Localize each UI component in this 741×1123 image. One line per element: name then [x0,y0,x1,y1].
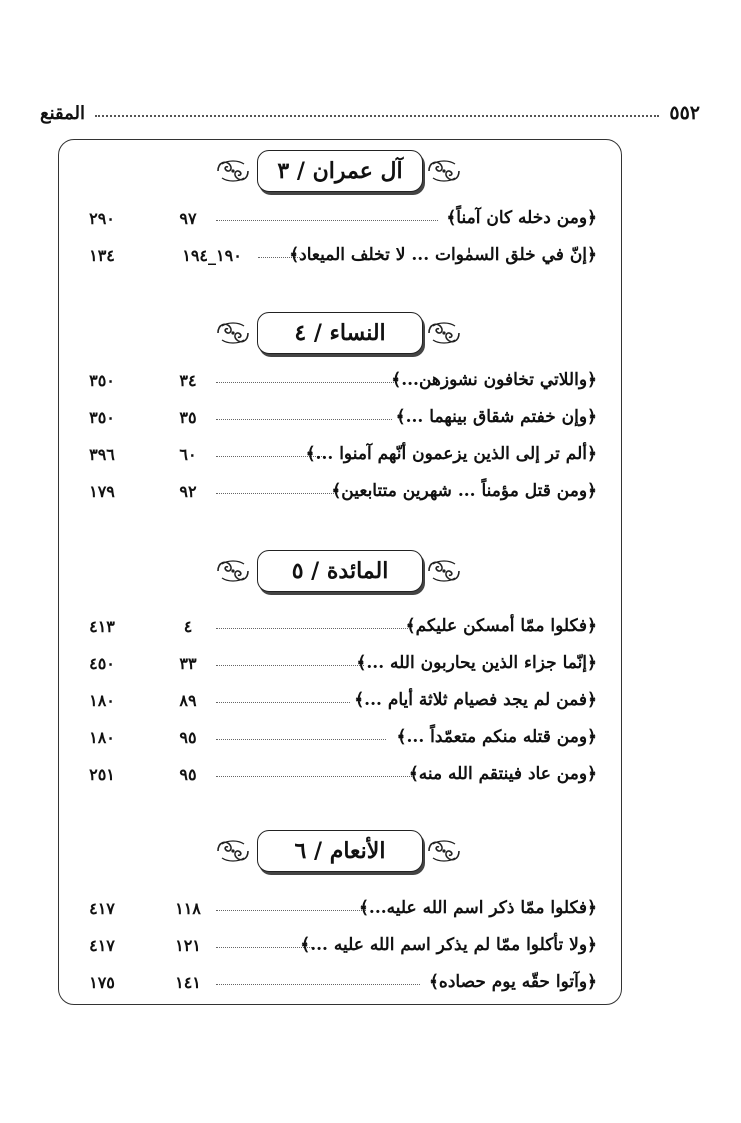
leader-dots [216,665,364,666]
index-entry [0,927,741,964]
index-entry [0,756,741,793]
ornament-icon [425,556,463,586]
verse-text: ﴿ومن دخله كان آمناً﴾ [446,208,597,228]
leader-dots [216,220,438,221]
verse-number: ٦٠ [179,445,197,464]
leader-dots [216,984,420,985]
leader-dots [216,739,386,740]
page-ref: ١٧٥ [89,973,115,992]
index-entry [0,890,741,927]
header-dotted-rule [95,115,659,117]
surah-heading [0,830,741,880]
surah-section-an-nisa [0,312,741,510]
verse-text: ﴿ألم تر إلى الذين يزعمون أنّهم آمنوا ...﴾ [305,444,597,464]
verse-number: ١١٨ [175,899,201,918]
ornament-icon [214,556,252,586]
verse-text: ﴿وإن خفتم شقاق بينهما ...﴾ [395,407,597,427]
page-ref: ٤١٣ [89,617,115,636]
surah-section-al-maidah [0,550,741,793]
leader-dots [216,382,394,383]
verse-number: ٣٣ [179,654,197,673]
verse-number: ٩٧ [179,209,197,228]
verse-number: ١٩٠_١٩٤ [182,246,242,265]
surah-heading [0,150,741,200]
index-entry [0,719,741,756]
page-ref: ٣٥٠ [89,371,115,390]
index-entry [0,436,741,473]
verse-number: ٣٥ [179,408,197,427]
verse-number: ١٢١ [175,936,201,955]
page-ref: ٣٩٦ [89,445,115,464]
leader-dots [216,947,312,948]
surah-heading [0,550,741,600]
ornament-icon [214,156,252,186]
verse-text: ﴿فكلوا ممّا ذكر اسم الله عليه...﴾ [358,898,597,918]
verse-text: ﴿إنّ في خلق السمٰوات ... لا تخلف الميعاد﴾ [289,245,597,265]
verse-number: ٩٥ [179,765,197,784]
page-ref: ١٨٠ [89,691,115,710]
page-number: ٥٥٢ [669,102,700,124]
verse-number: ١٤١ [175,973,201,992]
leader-dots [216,776,412,777]
surah-heading [0,312,741,362]
index-entry [0,362,741,399]
page-ref: ٤٥٠ [89,654,115,673]
verse-text: ﴿واللاتي تخافون نشوزهن...﴾ [391,370,597,390]
running-title: المقنع [40,102,86,124]
ornament-icon [425,156,463,186]
verse-number: ٣٤ [179,371,197,390]
verse-text: ﴿ومن قتله منكم متعمّداً ...﴾ [396,727,597,747]
page-ref: ١٣٤ [89,246,115,265]
page-ref: ١٧٩ [89,482,115,501]
index-entry [0,473,741,510]
surah-title: الأنعام / ٦ [257,830,423,872]
page-ref: ٢٥١ [89,765,115,784]
leader-dots [216,702,350,703]
index-entry [0,399,741,436]
verse-text: ﴿ولا تأكلوا ممّا لم يذكر اسم الله عليه ...﴾ [300,935,597,955]
verse-number: ٩٢ [179,482,197,501]
index-entry [0,200,741,237]
leader-dots [216,628,408,629]
index-entry [0,964,741,1001]
surah-section-al-imran [0,150,741,274]
verse-text: ﴿ومن قتل مؤمناً ... شهرين متتابعين﴾ [331,481,597,501]
page-ref: ٣٥٠ [89,408,115,427]
surah-title: آل عمران / ٣ [257,150,423,192]
verse-text: ﴿إنّما جزاء الذين يحاربون الله ...﴾ [356,653,597,673]
verse-text: ﴿فكلوا ممّا أمسكن عليكم﴾ [405,616,597,636]
leader-dots [216,419,392,420]
ornament-icon [214,836,252,866]
verse-number: ٩٥ [179,728,197,747]
verse-text: ﴿ومن عاد فينتقم الله منه﴾ [408,764,597,784]
ornament-icon [425,318,463,348]
verse-text: ﴿وآتوا حقّه يوم حصاده﴾ [428,972,597,992]
ornament-icon [214,318,252,348]
verse-text: ﴿فمن لم يجد فصيام ثلاثة أيام ...﴾ [354,690,597,710]
index-entry [0,645,741,682]
surah-title: النساء / ٤ [257,312,423,354]
surah-title: المائدة / ٥ [257,550,423,592]
page-ref: ٤١٧ [89,899,115,918]
page-ref: ١٨٠ [89,728,115,747]
index-entry [0,608,741,645]
page-ref: ٤١٧ [89,936,115,955]
verse-number: ٤ [183,617,193,636]
index-entry [0,682,741,719]
leader-dots [216,910,366,911]
page-header [40,98,700,128]
leader-dots [216,493,336,494]
page-ref: ٢٩٠ [89,209,115,228]
surah-section-al-anam [0,830,741,1001]
verse-number: ٨٩ [179,691,197,710]
index-entry [0,237,741,274]
ornament-icon [425,836,463,866]
